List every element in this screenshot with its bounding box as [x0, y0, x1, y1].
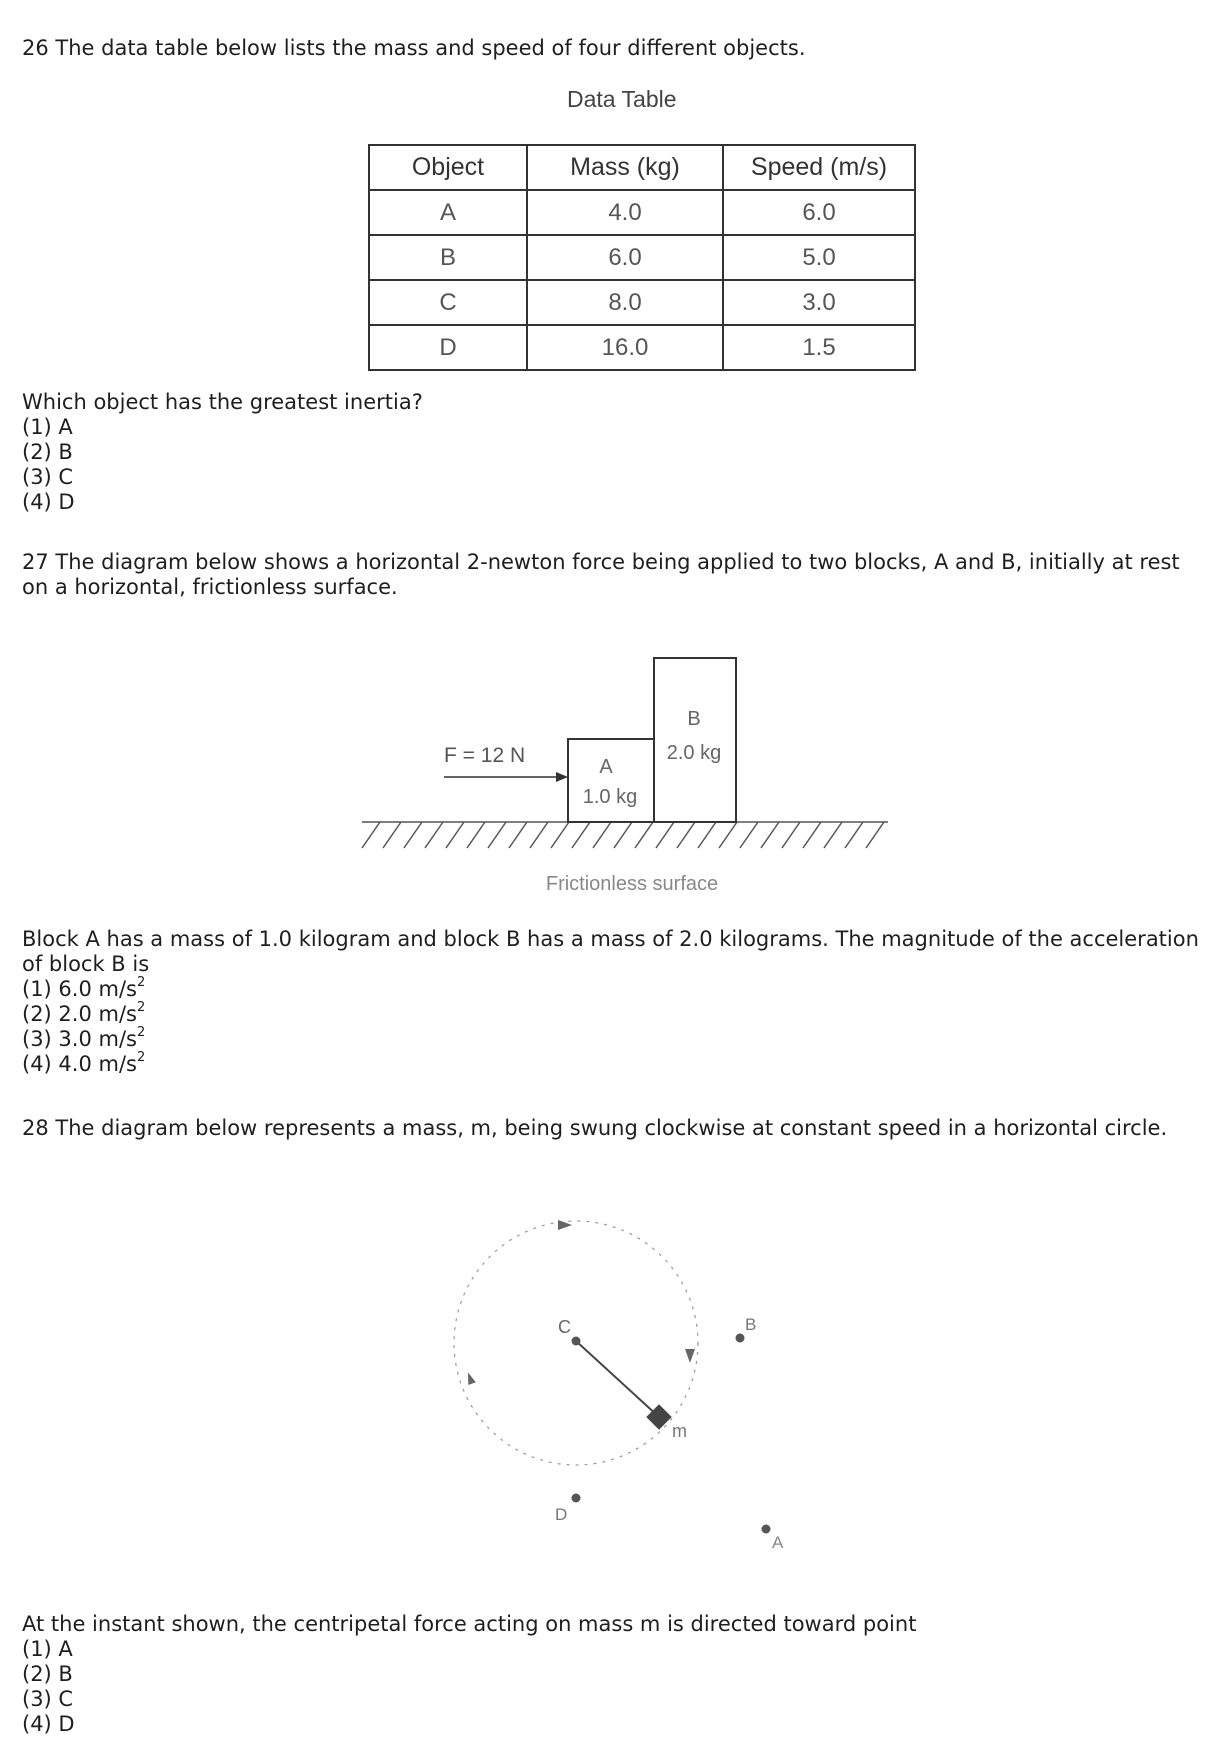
point-a: [762, 1525, 771, 1534]
hatch-mark: [467, 822, 485, 848]
hatch-mark: [593, 822, 611, 848]
block-a-mass: 1.0 kg: [582, 786, 638, 808]
exponent: 2: [136, 1050, 146, 1065]
arrow-right-icon: [685, 1349, 695, 1363]
q28-choice-2[interactable]: (2) B: [22, 1662, 73, 1686]
hatch-mark: [614, 822, 632, 848]
hatch-mark: [551, 822, 569, 848]
hatch-mark: [761, 822, 779, 848]
table-cell: 3.0: [723, 280, 915, 325]
q26-stem: [22, 36, 806, 61]
q27-choice-1-text: (1) 6.0 m/s: [22, 977, 137, 1001]
table-cell: 8.0: [527, 280, 723, 325]
table-row: [369, 190, 915, 235]
q28-choice-4[interactable]: (4) D: [22, 1712, 75, 1736]
q27-choice-4-text: (4) 4.0 m/s: [22, 1052, 137, 1076]
hatch-mark: [635, 822, 653, 848]
table-cell: 16.0: [527, 325, 723, 370]
table-cell: 4.0: [527, 190, 723, 235]
radius-string: [576, 1341, 659, 1417]
q27-choice-1[interactable]: [22, 977, 1202, 1002]
q28-choice-1[interactable]: (1) A: [22, 1637, 73, 1661]
block-a: [568, 739, 654, 822]
table-cell: 6.0: [527, 235, 723, 280]
q28-question-text: At the instant shown, the centripetal force acting on mass m is directed toward point: [22, 1612, 917, 1636]
table-cell: C: [369, 280, 527, 325]
q26-choice-2[interactable]: (2) B: [22, 440, 73, 464]
center-point-c: [572, 1337, 581, 1346]
mass-label: m: [672, 1421, 687, 1441]
point-d: [572, 1494, 581, 1503]
hatch-mark: [383, 822, 401, 848]
hatch-mark: [362, 822, 380, 848]
hatch-mark: [530, 822, 548, 848]
point-c-label: C: [558, 1317, 571, 1337]
hatch-mark: [677, 822, 695, 848]
q26-question-block: [22, 390, 423, 515]
hatch-mark: [782, 822, 800, 848]
block-b: [654, 658, 736, 822]
header-mass: Mass (kg): [527, 145, 723, 190]
mass-m: [646, 1404, 671, 1429]
table-cell: B: [369, 235, 527, 280]
exponent: 2: [136, 1025, 146, 1040]
table-row: [369, 235, 915, 280]
surface-label: Frictionless surface: [545, 873, 719, 895]
table-cell: 5.0: [723, 235, 915, 280]
point-b-label: B: [745, 1315, 757, 1334]
hatch-mark: [866, 822, 884, 848]
point-a-label: A: [772, 1533, 784, 1552]
q28-stem-text: 28 The diagram below represents a mass, m, being swung clockwise at constant speed in a horizontal circle.: [22, 1116, 1168, 1140]
hatch-mark: [698, 822, 716, 848]
table-cell: A: [369, 190, 527, 235]
q26-choice-1[interactable]: (1) A: [22, 415, 73, 439]
table-row: [369, 280, 915, 325]
table-cell: 6.0: [723, 190, 915, 235]
data-table: [368, 144, 916, 371]
point-b: [736, 1334, 745, 1343]
q27-choice-3[interactable]: [22, 1027, 1202, 1052]
hatch-mark: [824, 822, 842, 848]
block-b-mass: 2.0 kg: [666, 742, 722, 764]
q26-choice-4[interactable]: (4) D: [22, 490, 75, 514]
hatch-mark: [446, 822, 464, 848]
block-a-name: A: [599, 756, 613, 778]
arrow-top-icon: [558, 1220, 572, 1230]
q27-question-text: Block A has a mass of 1.0 kilogram and block B has a mass of 2.0 kilograms. The magnitude of the acceleration of block B is: [22, 927, 1199, 976]
q27-choice-3-text: (3) 3.0 m/s: [22, 1027, 137, 1051]
table-cell: 1.5: [723, 325, 915, 370]
q28-question-block: [22, 1612, 1202, 1737]
q26-choice-3[interactable]: (3) C: [22, 465, 74, 489]
data-table-title: Data Table: [567, 86, 677, 112]
q28-choice-3[interactable]: (3) C: [22, 1687, 74, 1711]
point-d-label: D: [555, 1505, 568, 1524]
table-header-row: [369, 145, 915, 190]
hatch-mark: [803, 822, 821, 848]
force-arrow: [444, 772, 568, 782]
exponent: 2: [136, 975, 146, 990]
hatch-mark: [404, 822, 422, 848]
table-cell: D: [369, 325, 527, 370]
q27-choice-2-text: (2) 2.0 m/s: [22, 1002, 137, 1026]
hatch-mark: [656, 822, 674, 848]
q27-choice-4[interactable]: [22, 1052, 1202, 1077]
q28-stem: [22, 1116, 1202, 1141]
hatch-mark: [845, 822, 863, 848]
q27-choice-2[interactable]: [22, 1002, 1202, 1027]
circular-path: [454, 1221, 698, 1465]
header-speed: Speed (m/s): [723, 145, 915, 190]
hatch-mark: [488, 822, 506, 848]
header-object: Object: [369, 145, 527, 190]
table-row: [369, 325, 915, 370]
hatch-mark: [425, 822, 443, 848]
ground-surface: [362, 822, 888, 848]
exponent: 2: [136, 1000, 146, 1015]
hatch-mark: [719, 822, 737, 848]
force-label: F = 12 N: [444, 744, 526, 767]
q27-question-block: [22, 927, 1202, 1077]
block-b-name: B: [687, 708, 701, 730]
q27-stem: [22, 550, 1202, 600]
hatch-mark: [740, 822, 758, 848]
arrow-left-icon: [464, 1371, 476, 1385]
q26-question-text: Which object has the greatest inertia?: [22, 390, 423, 414]
q27-stem-text: 27 The diagram below shows a horizontal 2-newton force being applied to two blocks, A and B, initially at rest on a horizontal, frictionless surface.: [22, 550, 1180, 599]
hatch-mark: [509, 822, 527, 848]
hatch-mark: [572, 822, 590, 848]
q26-stem-text: 26 The data table below lists the mass and speed of four different objects.: [22, 36, 806, 60]
